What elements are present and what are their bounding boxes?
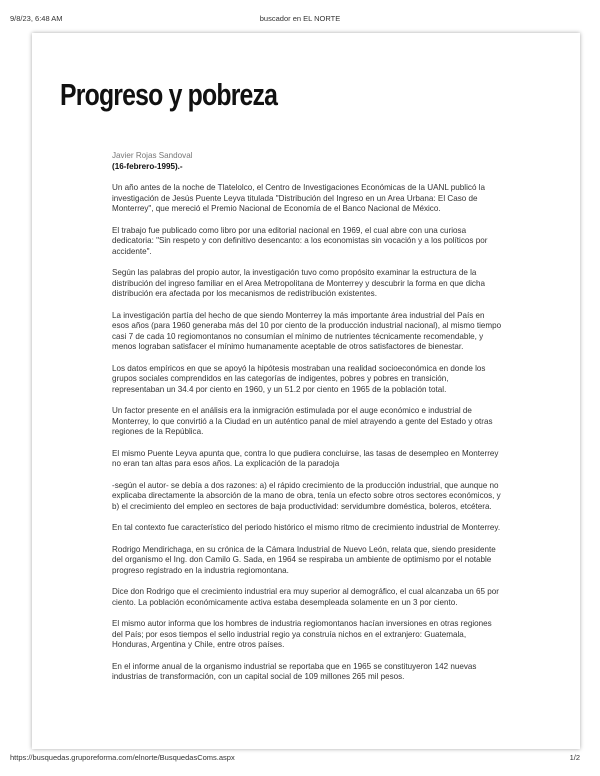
print-page-title: buscador en EL NORTE: [259, 14, 341, 23]
paragraph-7: El mismo Puente Leyva apunta que, contra lo que pudiera concluirse, las tasas de desempleo en Monterrey no eran tan altas para esos años. La explicación de la paradoja: [112, 448, 499, 468]
print-url: https://busquedas.gruporeforma.com/elnorte/BusquedasComs.aspx: [10, 753, 235, 762]
print-header: [0, 14, 600, 24]
article-page: [32, 33, 580, 749]
article-title: Progreso y pobreza: [60, 77, 278, 112]
paragraph-3: Según las palabras del propio autor, la investigación tuvo como propósito examinar la estructura de la distribución del ingreso familiar en el Area Metropolitana de Monterrey y descubrir la forma en que dicha distribución era afectada por los mecanismos de redistribución existentes.: [112, 268, 485, 298]
paragraph-8: -según el autor- se debía a dos razones: a) el rápido crecimiento de la producción industrial, que aunque no explicaba directamente la absorción de la mano de obra, tenía un efecto sobre otros sectores económicos, y b) el crecimiento del empleo en sectores de baja productividad: servidumbre doméstica, boleros, etcétera.: [112, 480, 501, 511]
paragraph-12: El mismo autor informa que los hombres de industria regiomontanos hacían inversiones en otras regiones del País; por esos tiempos el sello industrial regio ya construía nichos en el extranjero: Guatemala, Honduras, Argentina y Chile, entre otros países.: [112, 619, 492, 649]
paragraph-4: La investigación partía del hecho de que siendo Monterrey la más importante área industrial del País en esos años (para 1960 generaba más del 10 por ciento de la producción industrial nacional), al mismo tiempo casi 7 de cada 10 regiomontanos no consumían el mínimo de nutrientes técnicamente recomendable, y menos lograban satisfacer el mínimo humanamente aceptable de otros satisfactores de bienestar.: [112, 310, 502, 351]
paragraph-9: En tal contexto fue característico del periodo histórico el mismo ritmo de crecimiento industrial de Monterrey.: [112, 523, 501, 532]
paragraph-1: Un año antes de la noche de Tlatelolco, el Centro de Investigaciones Económicas de la UANL publicó la investigación de Jesús Puente Leyva titulada "Distribución del Ingreso en un Area Urbana: El Caso de Monterrey", que mereció el Premio Nacional de Economía de el Banco Nacional de México.: [112, 183, 485, 213]
article-date: (16-febrero-1995).-: [112, 161, 183, 171]
paragraph-6: Un factor presente en el análisis era la inmigración estimulada por el auge económico e industrial de Monterrey, lo que convirtió a la Ciudad en un auténtico panal de miel atrayendo a gente del Estado y otras regiones de la República.: [112, 406, 493, 436]
print-footer: [0, 753, 600, 763]
print-datetime: 9/8/23, 6:48 AM: [10, 14, 63, 23]
paragraph-2: El trabajo fue publicado como libro por una editorial nacional en 1969, el cual abre con una curiosa dedicatoria: "Sin respeto y con definitivo desencanto: a los economistas sin vocación y a los políticos por accidente".: [112, 225, 488, 256]
print-page-number: 1/2: [569, 753, 580, 762]
paragraph-10: Rodrigo Mendirichaga, en su crónica de la Cámara Industrial de Nuevo León, relata que, siendo presidente del organismo el Ing. don Camilo G. Sada, en 1964 se respiraba un ambiente de optimismo por el notable progreso registrado en la industria regiomontana.: [112, 544, 496, 575]
article-body: [112, 151, 502, 694]
paragraph-13: En el informe anual de la organismo industrial se reportaba que en 1965 se constituyeron 142 nuevas industrias de transformación, con un capital social de 109 millones 265 mil pesos.: [112, 661, 477, 681]
article-author: Javier Rojas Sandoval: [112, 151, 193, 160]
paragraph-11: Dice don Rodrigo que el crecimiento industrial era muy superior al demográfico, el cual alcanzaba un 65 por ciento. La población económicamente activa estaba desempleada solamente en un 3 por ciento.: [112, 587, 499, 607]
paragraph-5: Los datos empíricos en que se apoyó la hipótesis mostraban una realidad socioeconómica en donde los grupos sociales comprendidos en las categorías de indigentes, pobres y pobres en transición, representaban un 34.4 por ciento en 1960, y un 51.2 por ciento en 1965 de la población total.: [112, 363, 486, 394]
